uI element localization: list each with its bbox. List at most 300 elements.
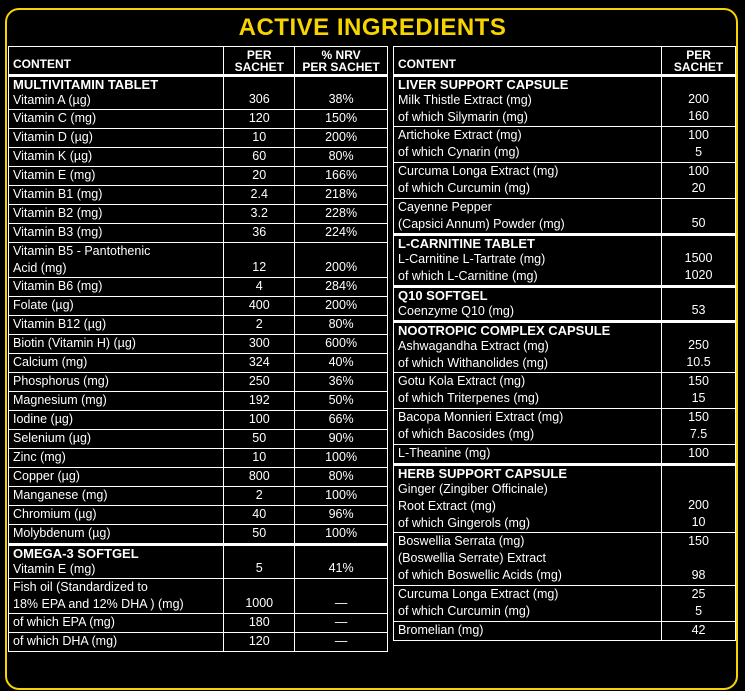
ingredient-line: Curcuma Longa Extract (mg)	[398, 164, 559, 178]
nrv: 200%	[325, 298, 358, 312]
per-sachet-value	[224, 430, 295, 449]
ingredient-line: Iodine (µg)	[13, 412, 74, 426]
per-sachet-value	[224, 545, 295, 579]
ingredient-line: Milk Thistle Extract (mg)	[398, 93, 532, 107]
nrv: —	[334, 634, 348, 648]
header-content: CONTENT	[394, 47, 662, 76]
table-row	[9, 468, 388, 487]
amount: 3.2	[250, 206, 268, 220]
ingredient-line: Folate (µg)	[13, 298, 74, 312]
nrv: 600%	[325, 336, 358, 350]
amount: 1000	[245, 596, 274, 610]
per-sachet-value	[224, 468, 295, 487]
nrv: 80%	[328, 149, 354, 163]
ingredient-line: Bacopa Monnieri Extract (mg)	[398, 410, 564, 424]
nrv: 224%	[325, 225, 358, 239]
ingredient-name	[394, 199, 662, 235]
ingredient-line: Artichoke Extract (mg)	[398, 128, 522, 142]
per-sachet-value	[662, 163, 736, 199]
nrv: —	[334, 596, 348, 610]
nrv-value	[295, 545, 388, 579]
ingredient-line: Acid (mg)	[13, 261, 67, 275]
per-sachet-value	[224, 148, 295, 167]
amount: 324	[248, 355, 270, 369]
table-row	[9, 487, 388, 506]
amount: 800	[248, 469, 270, 483]
amount-line: 25	[691, 587, 706, 601]
amount: 50	[252, 431, 267, 445]
section-heading: L-CARNITINE TABLET	[398, 236, 535, 251]
nrv-value	[295, 297, 388, 316]
table-row	[9, 278, 388, 297]
ingredient-name	[394, 622, 662, 641]
per-sachet-value	[662, 622, 736, 641]
amount: 20	[252, 168, 267, 182]
nrv-value	[295, 110, 388, 129]
ingredient-line: Vitamin D (µg)	[13, 130, 93, 144]
ingredient-line: Fish oil (Standardized to	[13, 580, 148, 594]
nrv-value	[295, 614, 388, 633]
per-sachet-value	[662, 127, 736, 163]
ingredient-name	[9, 278, 224, 297]
nrv: 38%	[328, 92, 354, 106]
per-sachet-value	[224, 224, 295, 243]
per-sachet-value	[662, 373, 736, 409]
nrv-value	[295, 148, 388, 167]
table-row	[394, 445, 736, 465]
amount: 2.4	[250, 187, 268, 201]
ingredient-name	[9, 186, 224, 205]
ingredient-name	[9, 335, 224, 354]
amount: 120	[248, 634, 270, 648]
ingredient-name	[9, 487, 224, 506]
amount: 5	[255, 561, 263, 575]
table-row	[9, 186, 388, 205]
ingredient-line: of which Boswellic Acids (mg)	[398, 568, 562, 582]
table-row	[9, 545, 388, 579]
nrv: 66%	[328, 412, 354, 426]
nrv-value	[295, 373, 388, 392]
nrv-value	[295, 430, 388, 449]
per-sachet-value	[662, 199, 736, 235]
nrv-value	[295, 129, 388, 148]
nrv: 150%	[325, 111, 358, 125]
per-sachet-value	[224, 110, 295, 129]
amount-line: 10.5	[686, 355, 711, 369]
table-row	[9, 579, 388, 614]
ingredient-line: Selenium (µg)	[13, 431, 92, 445]
table-row	[394, 163, 736, 199]
ingredient-line: Cayenne Pepper	[398, 200, 492, 214]
nrv-value	[295, 468, 388, 487]
per-sachet-value	[224, 392, 295, 411]
ingredient-name	[9, 430, 224, 449]
ingredient-line: Ashwagandha Extract (mg)	[398, 339, 549, 353]
nrv: 80%	[328, 317, 354, 331]
ingredient-name	[9, 167, 224, 186]
nrv-value	[295, 167, 388, 186]
amount: 180	[248, 615, 270, 629]
nrv-value	[295, 186, 388, 205]
nrv: 41%	[328, 561, 354, 575]
table-row	[9, 614, 388, 633]
nrv-value	[295, 392, 388, 411]
ingredient-line: L-Carnitine L-Tartrate (mg)	[398, 252, 546, 266]
ingredient-name	[394, 322, 662, 373]
ingredient-name	[9, 76, 224, 110]
amount-line: 1500	[684, 251, 713, 265]
nrv-value	[295, 506, 388, 525]
amount: 2	[255, 488, 263, 502]
ingredient-line: (Capsici Annum) Powder (mg)	[398, 217, 565, 231]
ingredient-line: Vitamin A (µg)	[13, 93, 91, 107]
amount-line: 42	[691, 623, 706, 637]
ingredient-line: of which L-Carnitine (mg)	[398, 269, 538, 283]
nrv: 166%	[325, 168, 358, 182]
table-row	[394, 622, 736, 641]
table-row	[9, 335, 388, 354]
nrv-value	[295, 243, 388, 278]
per-sachet-value	[224, 205, 295, 224]
per-sachet-value	[224, 487, 295, 506]
ingredient-line: Manganese (mg)	[13, 488, 108, 502]
ingredient-line: Vitamin B5 - Pantothenic	[13, 244, 151, 258]
amount-line: 5	[695, 604, 703, 618]
ingredient-line: of which Cynarin (mg)	[398, 145, 520, 159]
amount-line: 100	[688, 164, 709, 178]
ingredient-line: of which EPA (mg)	[13, 615, 115, 629]
nrv-value	[295, 354, 388, 373]
table-row	[9, 373, 388, 392]
amount-line: 5	[695, 145, 703, 159]
ingredient-name	[9, 633, 224, 652]
table-row	[9, 430, 388, 449]
table-row	[394, 533, 736, 586]
table-row	[9, 525, 388, 545]
ingredient-line: Vitamin B6 (mg)	[13, 279, 103, 293]
ingredient-line: Root Extract (mg)	[398, 499, 496, 513]
ingredient-line: of which Curcumin (mg)	[398, 604, 530, 618]
ingredient-line: Curcuma Longa Extract (mg)	[398, 587, 559, 601]
amount-line: 10	[691, 515, 706, 529]
table-row	[9, 297, 388, 316]
section-heading: MULTIVITAMIN TABLET	[13, 77, 159, 92]
ingredient-line: Copper (µg)	[13, 469, 80, 483]
amount: 4	[255, 279, 263, 293]
ingredient-name	[394, 287, 662, 322]
per-sachet-value	[224, 316, 295, 335]
amount-line: 250	[688, 338, 709, 352]
ingredient-name	[394, 586, 662, 622]
section-heading: Q10 SOFTGEL	[398, 288, 488, 303]
ingredient-line: Vitamin C (mg)	[13, 111, 97, 125]
amount: 2	[255, 317, 263, 331]
amount: 300	[248, 336, 270, 350]
ingredient-line: of which Withanolides (mg)	[398, 356, 549, 370]
ingredient-name	[394, 465, 662, 533]
table-row	[394, 465, 736, 533]
per-sachet-value	[224, 579, 295, 614]
per-sachet-value	[224, 633, 295, 652]
per-sachet-value	[662, 445, 736, 465]
amount-line: 150	[688, 374, 709, 388]
nrv-value	[295, 335, 388, 354]
nrv: 40%	[328, 355, 354, 369]
page-title: ACTIVE INGREDIENTS	[238, 14, 507, 41]
ingredient-line: Magnesium (mg)	[13, 393, 107, 407]
amount: 40	[252, 507, 267, 521]
ingredient-name	[9, 129, 224, 148]
ingredient-name	[394, 127, 662, 163]
amount-line: 98	[691, 568, 706, 582]
nrv-value	[295, 487, 388, 506]
per-sachet-value	[224, 354, 295, 373]
header-per-sachet: PER SACHET	[224, 47, 295, 76]
amount: 250	[248, 374, 270, 388]
table-row	[9, 392, 388, 411]
nrv-value	[295, 278, 388, 297]
ingredient-name	[9, 579, 224, 614]
amount: 10	[252, 130, 267, 144]
ingredient-line: Calcium (mg)	[13, 355, 88, 369]
ingredient-name	[9, 614, 224, 633]
ingredient-name	[9, 205, 224, 224]
amount-line	[666, 550, 731, 567]
nrv: 228%	[325, 206, 358, 220]
ingredient-name	[9, 354, 224, 373]
ingredient-line: Boswellia Serrata (mg)	[398, 534, 525, 548]
table-row	[9, 316, 388, 335]
table-row	[9, 148, 388, 167]
ingredient-name	[9, 110, 224, 129]
ingredient-line: Bromelian (mg)	[398, 623, 484, 637]
amount: 400	[248, 298, 270, 312]
nrv: —	[334, 615, 348, 629]
ingredient-line: of which Triterpenes (mg)	[398, 391, 540, 405]
ingredient-name	[394, 409, 662, 445]
table-row	[9, 167, 388, 186]
amount: 12	[252, 260, 267, 274]
amount-line: 1020	[684, 268, 713, 282]
per-sachet-value	[224, 614, 295, 633]
nrv: 218%	[325, 187, 358, 201]
per-sachet-value	[224, 278, 295, 297]
ingredient-line: Vitamin B3 (mg)	[13, 225, 103, 239]
per-sachet-value	[662, 287, 736, 322]
table-row	[394, 586, 736, 622]
amount-line: 200	[688, 92, 709, 106]
nrv-value	[295, 579, 388, 614]
ingredient-line: of which Silymarin (mg)	[398, 110, 528, 124]
amount: 36	[252, 225, 267, 239]
amount: 306	[248, 92, 270, 106]
ingredient-line: of which DHA (mg)	[13, 634, 118, 648]
nrv-value	[295, 449, 388, 468]
per-sachet-value	[662, 533, 736, 586]
ingredient-line: Coenzyme Q10 (mg)	[398, 304, 515, 318]
ingredient-name	[9, 545, 224, 579]
table-row	[9, 129, 388, 148]
section-heading: HERB SUPPORT CAPSULE	[398, 466, 568, 481]
per-sachet-value	[662, 465, 736, 533]
ingredient-line: Gotu Kola Extract (mg)	[398, 374, 526, 388]
table-row	[9, 76, 388, 110]
left-ingredients-table	[8, 46, 388, 652]
ingredient-name	[9, 392, 224, 411]
ingredient-name	[9, 297, 224, 316]
nrv: 90%	[328, 431, 354, 445]
table-row	[9, 243, 388, 278]
per-sachet-value	[224, 525, 295, 545]
table-row	[394, 322, 736, 373]
amount-line: 150	[688, 534, 709, 548]
ingredient-name	[9, 148, 224, 167]
ingredient-name	[9, 468, 224, 487]
ingredient-line: of which Bacosides (mg)	[398, 427, 535, 441]
amount-line: 200	[688, 498, 709, 512]
table-row	[394, 199, 736, 235]
ingredient-name	[394, 235, 662, 287]
per-sachet-value	[224, 129, 295, 148]
per-sachet-value	[224, 243, 295, 278]
ingredient-name	[9, 449, 224, 468]
amount-line: 160	[688, 109, 709, 123]
ingredient-line: Ginger (Zingiber Officinale)	[398, 482, 548, 496]
ingredient-line: Chromium (µg)	[13, 507, 97, 521]
ingredient-line: Vitamin B12 (µg)	[13, 317, 107, 331]
nrv: 200%	[325, 130, 358, 144]
table-row	[9, 633, 388, 652]
per-sachet-value	[224, 297, 295, 316]
per-sachet-value	[662, 76, 736, 127]
ingredient-line: Vitamin B1 (mg)	[13, 187, 103, 201]
right-ingredients-table	[393, 46, 736, 641]
nrv-value	[295, 525, 388, 545]
ingredient-name	[394, 163, 662, 199]
section-heading: LIVER SUPPORT CAPSULE	[398, 77, 569, 92]
ingredient-line: Vitamin K (µg)	[13, 149, 93, 163]
ingredient-name	[394, 76, 662, 127]
table-row	[9, 354, 388, 373]
per-sachet-value	[224, 76, 295, 110]
table-row	[394, 235, 736, 287]
amount: 10	[252, 450, 267, 464]
nrv: 80%	[328, 469, 354, 483]
table-row	[394, 127, 736, 163]
nrv-value	[295, 316, 388, 335]
per-sachet-value	[224, 335, 295, 354]
amount: 60	[252, 149, 267, 163]
amount-line: 53	[691, 303, 706, 317]
table-row	[394, 409, 736, 445]
table-row	[9, 411, 388, 430]
per-sachet-value	[224, 167, 295, 186]
ingredient-line: Zinc (mg)	[13, 450, 66, 464]
ingredient-line: Phosphorus (mg)	[13, 374, 109, 388]
ingredient-name	[9, 506, 224, 525]
ingredient-name	[9, 411, 224, 430]
nrv: 100%	[325, 450, 358, 464]
amount-line: 20	[691, 181, 706, 195]
nrv-value	[295, 205, 388, 224]
ingredient-name	[9, 224, 224, 243]
amount-line: 7.5	[689, 427, 708, 441]
amount: 120	[248, 111, 270, 125]
amount-line: 15	[691, 391, 706, 405]
per-sachet-value	[662, 409, 736, 445]
per-sachet-value	[224, 186, 295, 205]
table-row	[394, 373, 736, 409]
amount: 100	[248, 412, 270, 426]
ingredient-line: L-Theanine (mg)	[398, 446, 491, 460]
amount-line: 100	[688, 128, 709, 142]
per-sachet-value	[224, 373, 295, 392]
amount-line: 150	[688, 410, 709, 424]
nrv-value	[295, 76, 388, 110]
amount: 50	[252, 526, 267, 540]
per-sachet-value	[662, 322, 736, 373]
nrv-value	[295, 224, 388, 243]
nrv: 100%	[325, 526, 358, 540]
ingredient-line: of which Curcumin (mg)	[398, 181, 530, 195]
ingredient-line: of which Gingerols (mg)	[398, 516, 530, 530]
nrv: 200%	[325, 260, 358, 274]
table-row	[9, 449, 388, 468]
ingredient-line: Vitamin E (mg)	[13, 562, 96, 576]
header-content: CONTENT	[9, 47, 224, 76]
ingredient-name	[9, 525, 224, 545]
nrv-value	[295, 633, 388, 652]
table-row	[394, 287, 736, 322]
table-row	[9, 205, 388, 224]
per-sachet-value	[662, 235, 736, 287]
ingredient-name	[394, 533, 662, 586]
section-heading: NOOTROPIC COMPLEX CAPSULE	[398, 323, 611, 338]
nrv: 36%	[328, 374, 354, 388]
ingredient-name	[394, 445, 662, 465]
ingredient-line: Biotin (Vitamin H) (µg)	[13, 336, 136, 350]
table-row	[9, 506, 388, 525]
ingredient-line: Vitamin E (mg)	[13, 168, 96, 182]
section-heading: OMEGA-3 SOFTGEL	[13, 546, 139, 561]
ingredient-line: Vitamin B2 (mg)	[13, 206, 103, 220]
ingredient-line: 18% EPA and 12% DHA ) (mg)	[13, 597, 184, 611]
per-sachet-value	[224, 411, 295, 430]
per-sachet-value	[224, 449, 295, 468]
amount: 192	[248, 393, 270, 407]
per-sachet-value	[662, 586, 736, 622]
nrv: 100%	[325, 488, 358, 502]
ingredient-name	[9, 373, 224, 392]
amount-line: 100	[688, 446, 709, 460]
nrv: 50%	[328, 393, 354, 407]
header-per-sachet: PER SACHET	[662, 47, 736, 76]
amount-line: 50	[691, 216, 706, 230]
ingredient-line: (Boswellia Serrate) Extract	[398, 551, 546, 565]
per-sachet-value	[224, 506, 295, 525]
nrv: 284%	[325, 279, 358, 293]
header-nrv: % NRV PER SACHET	[295, 47, 388, 76]
ingredient-name	[394, 373, 662, 409]
nrv: 96%	[328, 507, 354, 521]
ingredient-name	[9, 243, 224, 278]
table-row	[9, 110, 388, 129]
table-row	[9, 224, 388, 243]
nrv-value	[295, 411, 388, 430]
ingredient-name	[9, 316, 224, 335]
table-row	[394, 76, 736, 127]
ingredient-line: Molybdenum (µg)	[13, 526, 111, 540]
